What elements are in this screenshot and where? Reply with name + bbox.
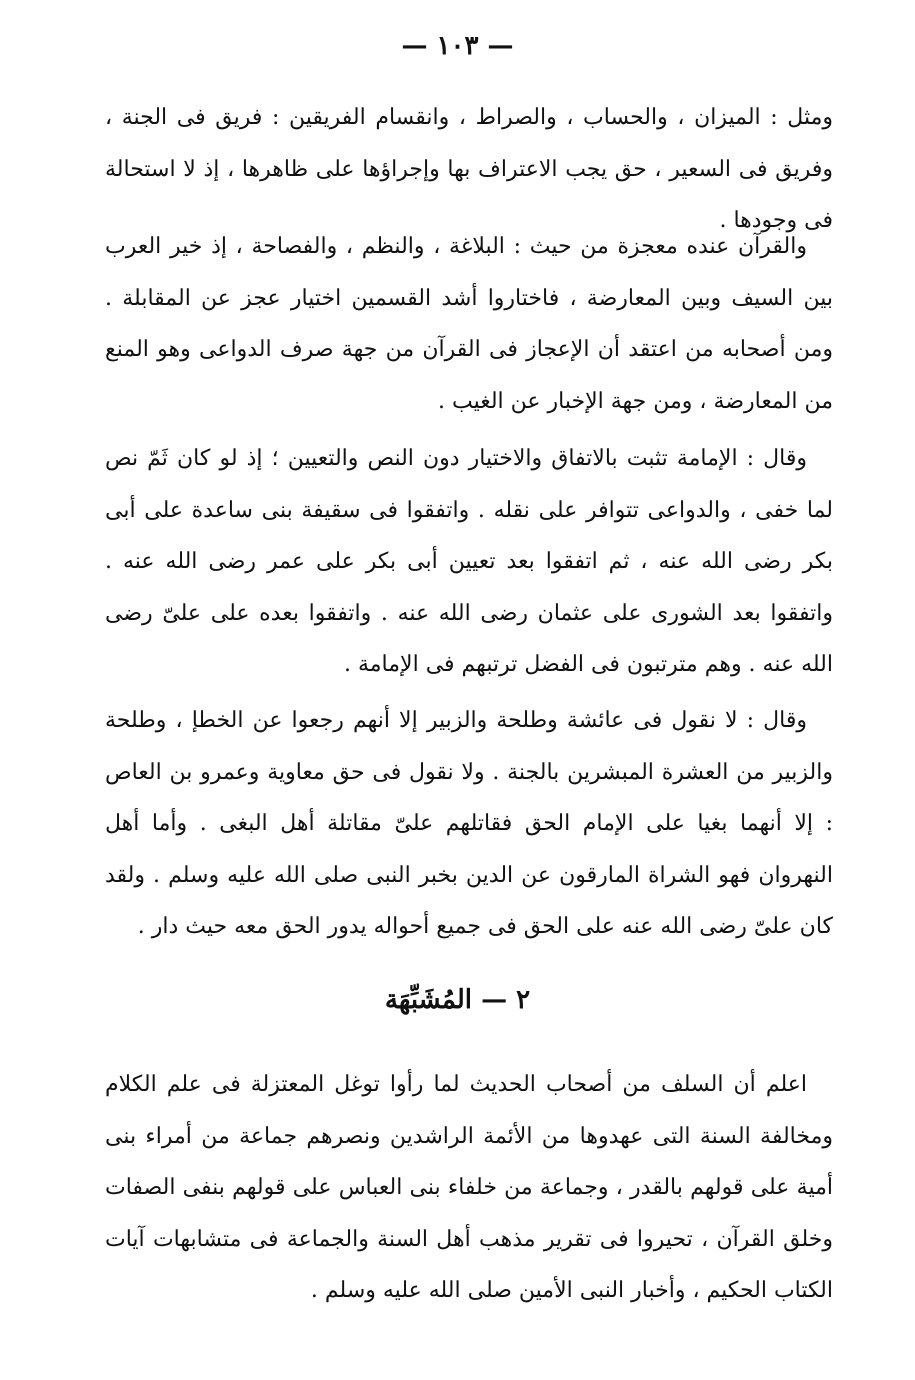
paragraph-quran-miracle: والقرآن عنده معجزة من حيث : البلاغة ، والنظم ، والفصاحة ، إذ خير العرب بين السيف وبين المعارضة ، فاختاروا أشد القسمين اختيار عجز عن المقابلة . ومن أصحابه من اعتقد أن الإعجاز فى القرآن من جهة صرف الدواعى وهو المنع من المعارضة ، ومن جهة الإخبار عن الغيب .	[105, 234, 833, 414]
paragraph-companions: وقال : لا نقول فى عائشة وطلحة والزبير إلا أنهم رجعوا عن الخطإ ، وطلحة والزبير من العشرة المبشرين بالجنة . ولا نقول فى حق معاوية وعمرو بن العاص : إلا أنهما بغيا على الإمام الحق فقاتلهم علىّ مقاتلة أهل البغى . وأما أهل النهروان فهو الشراة المارقون عن الدين بخبر النبى صلى الله عليه وسلم . ولقد كان علىّ رضى الله عنه على الحق فى جميع أحواله يدور الحق معه حيث دار .	[105, 708, 833, 939]
paragraph-continuation: ومثل : الميزان ، والحساب ، والصراط ، وانقسام الفريقين : فريق فى الجنة ، وفريق فى السعير ، حق يجب الاعتراف بها وإجراؤها على ظاهرها ، إذ لا استحالة فى وجودها .	[105, 105, 833, 233]
paragraph-imamate: وقال : الإمامة تثبت بالاتفاق والاختيار دون النص والتعيين ؛ إذ لو كان ثَمّ نص لما خفى ، والدواعى تتوافر على نقله . واتفقوا فى سقيفة بنى ساعدة على أبى بكر رضى الله عنه ، ثم اتفقوا بعد تعيين أبى بكر على عمر رضى الله عنه . واتفقوا بعد الشورى على عثمان رضى الله عنه . واتفقوا بعده على علىّ رضى الله عنه . وهم مترتبون فى الفضل ترتبهم فى الإمامة .	[105, 446, 833, 677]
page-number: — ١٠٣ —	[401, 31, 514, 61]
section-heading: ٢ — المُشَبِّهَة	[384, 985, 531, 1015]
paragraph-mushabbiha-intro: اعلم أن السلف من أصحاب الحديث لما رأوا توغل المعتزلة فى علم الكلام ومخالفة السنة التى عهدوها من الأئمة الراشدين ونصرهم جماعة من أمراء بنى أمية على قولهم بالقدر ، وجماعة من خلفاء بنى العباس على قولهم بنفى الصفات وخلق القرآن ، تحيروا فى تقرير مذهب أهل السنة والجماعة فى متشابهات آيات الكتاب الحكيم ، وأخبار النبى الأمين صلى الله عليه وسلم .	[105, 1072, 833, 1303]
